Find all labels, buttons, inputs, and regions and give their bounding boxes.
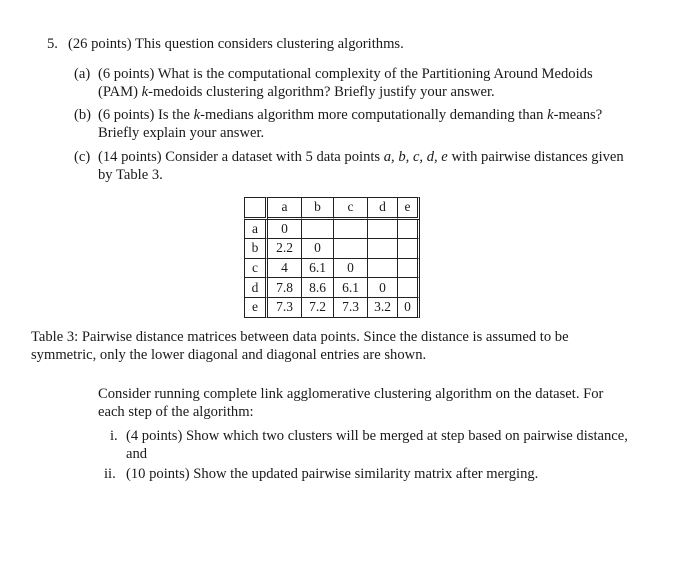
distance-table bbox=[244, 197, 420, 318]
table-cell bbox=[334, 220, 368, 240]
table-cell: 7.3 bbox=[334, 298, 368, 318]
table-cell: 7.2 bbox=[302, 298, 334, 318]
table-cell bbox=[398, 278, 420, 298]
subitem-ii-line1: (10 points) Show the updated pairwise similarity matrix after merging. bbox=[126, 466, 539, 482]
question-number: 5. bbox=[47, 36, 58, 52]
column-header: b bbox=[302, 197, 334, 220]
part-b-line1: (6 points) Is the k-medians algorithm more computationally demanding than k-means? bbox=[98, 107, 603, 123]
column-header: e bbox=[398, 197, 420, 220]
table-row bbox=[244, 259, 420, 279]
table-cell: 6.1 bbox=[302, 259, 334, 279]
table-cell: 4 bbox=[268, 259, 302, 279]
part-b-label: (b) bbox=[74, 107, 92, 123]
table-cell bbox=[368, 220, 398, 240]
column-header: a bbox=[268, 197, 302, 220]
table-cell bbox=[334, 239, 368, 259]
part-c-line1: (14 points) Consider a dataset with 5 data points a, b, c, d, e with pairwise distances given bbox=[98, 149, 624, 165]
part-a-label: (a) bbox=[74, 66, 91, 82]
table-cell: 2.2 bbox=[268, 239, 302, 259]
column-header: d bbox=[368, 197, 398, 220]
part-c-line2: by Table 3. bbox=[98, 167, 163, 183]
table-cell: 0 bbox=[334, 259, 368, 279]
table-cell bbox=[368, 239, 398, 259]
subitem-i-line1: (4 points) Show which two clusters will be merged at step based on pairwise distance, bbox=[126, 428, 628, 444]
table-row bbox=[244, 239, 420, 259]
table-cell bbox=[368, 259, 398, 279]
row-header: d bbox=[244, 278, 268, 298]
subitem-i-label: i. bbox=[110, 428, 118, 444]
row-header: c bbox=[244, 259, 268, 279]
table-cell: 0 bbox=[268, 220, 302, 240]
table-cell: 0 bbox=[368, 278, 398, 298]
table-cell bbox=[398, 220, 420, 240]
part-b-line2: Briefly explain your answer. bbox=[98, 125, 265, 141]
row-header: b bbox=[244, 239, 268, 259]
table-corner bbox=[244, 197, 268, 220]
table-cell: 0 bbox=[398, 298, 420, 318]
table-cell: 0 bbox=[302, 239, 334, 259]
table-cell: 3.2 bbox=[368, 298, 398, 318]
followup-line2: each step of the algorithm: bbox=[98, 404, 254, 420]
table-header-row bbox=[244, 197, 420, 220]
question-text: (26 points) This question considers clustering algorithms. bbox=[68, 36, 404, 52]
table-cell: 8.6 bbox=[302, 278, 334, 298]
table-cell: 7.8 bbox=[268, 278, 302, 298]
column-header: c bbox=[334, 197, 368, 220]
row-header: e bbox=[244, 298, 268, 318]
table-row bbox=[244, 278, 420, 298]
table-cell: 6.1 bbox=[334, 278, 368, 298]
table-row bbox=[244, 298, 420, 318]
table-caption-line2: symmetric, only the lower diagonal and diagonal entries are shown. bbox=[31, 347, 427, 363]
table-cell bbox=[398, 239, 420, 259]
table-caption-line1: Table 3: Pairwise distance matrices between data points. Since the distance is assumed to be bbox=[31, 329, 569, 345]
part-a-line1: (6 points) What is the computational complexity of the Partitioning Around Medoids bbox=[98, 66, 593, 82]
table-cell bbox=[398, 259, 420, 279]
subitem-i-line2: and bbox=[126, 446, 148, 462]
part-a-line2: (PAM) k-medoids clustering algorithm? Briefly justify your answer. bbox=[98, 84, 495, 100]
table-row bbox=[244, 220, 420, 240]
part-c-label: (c) bbox=[74, 149, 91, 165]
table-cell bbox=[302, 220, 334, 240]
table-cell: 7.3 bbox=[268, 298, 302, 318]
row-header: a bbox=[244, 220, 268, 240]
followup-line1: Consider running complete link agglomerative clustering algorithm on the dataset. For bbox=[98, 386, 604, 402]
subitem-ii-label: ii. bbox=[104, 466, 116, 482]
